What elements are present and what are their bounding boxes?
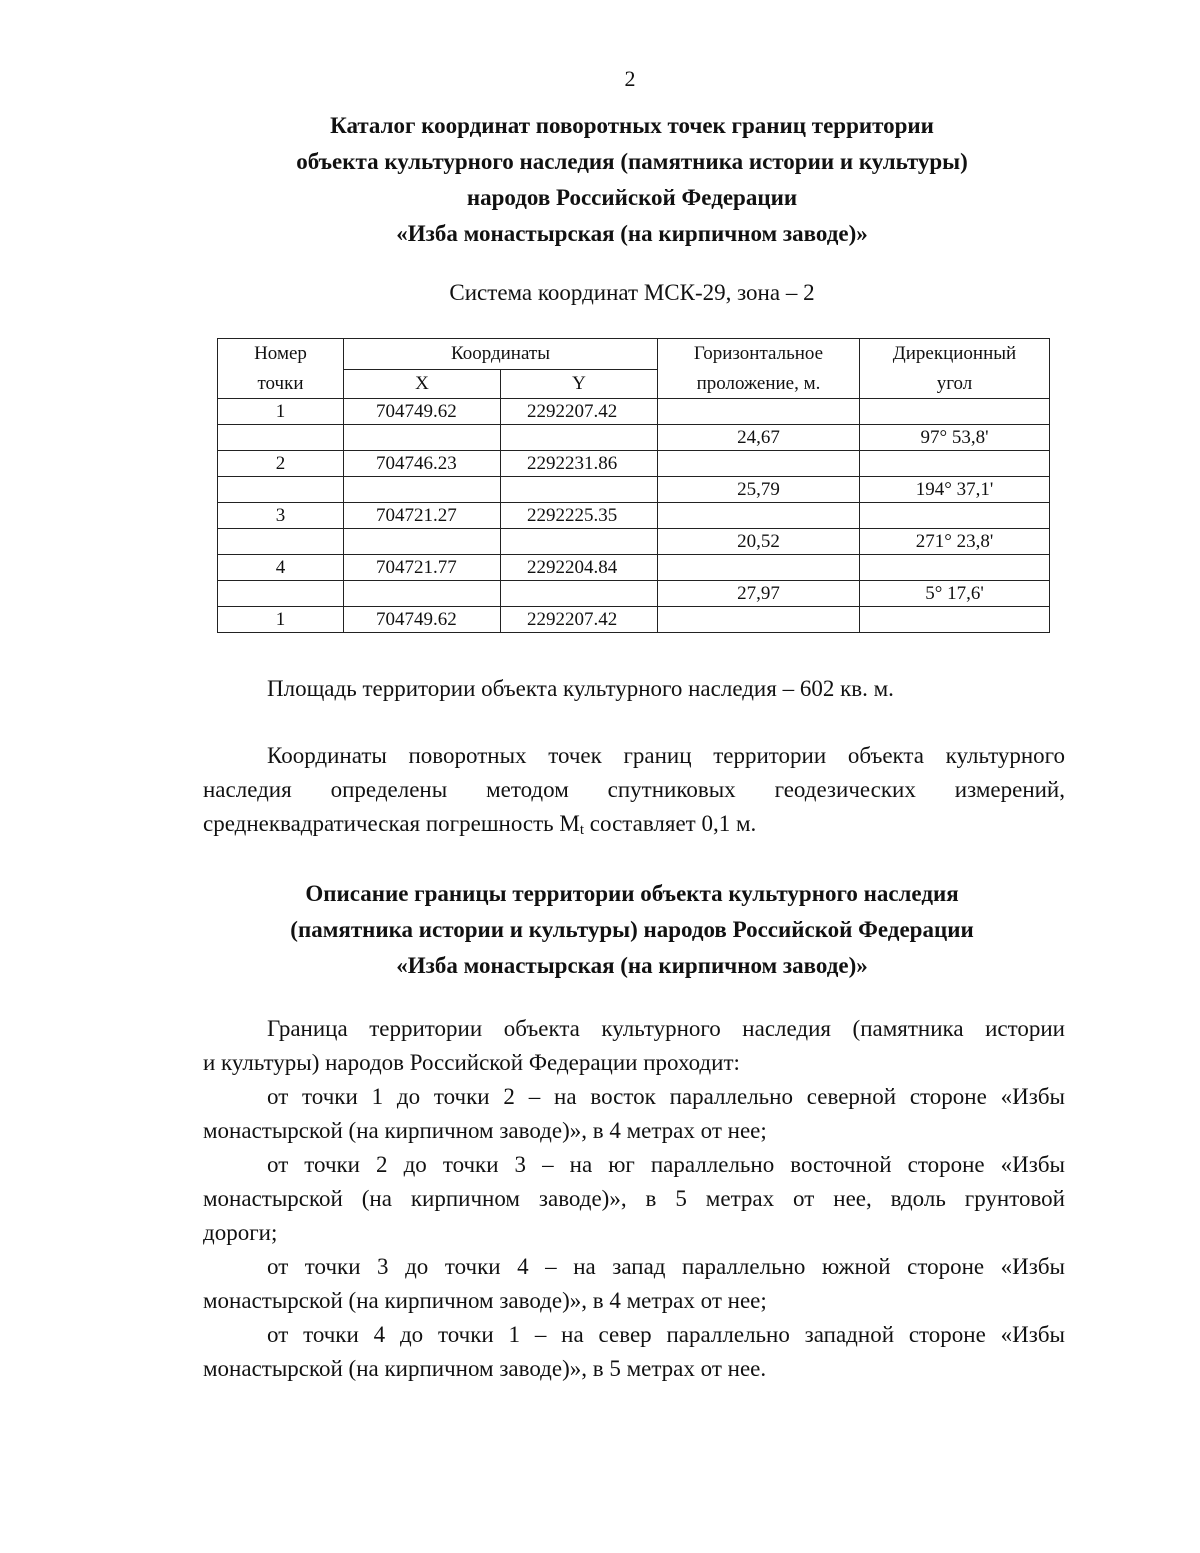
table-row <box>218 529 1050 555</box>
cell-y: 2292207.42 <box>501 607 658 633</box>
cell-distance: 20,52 <box>658 529 860 555</box>
header-angle-top: Дирекционный <box>860 339 1050 370</box>
cell-point <box>218 477 344 503</box>
cell-distance: 24,67 <box>658 425 860 451</box>
table-header-row <box>218 339 1050 370</box>
description-heading-line: Описание границы территории объекта культурного наследия <box>305 881 959 906</box>
table-row <box>218 607 1050 633</box>
cell-x: 704721.27 <box>344 503 501 529</box>
cell-point <box>218 425 344 451</box>
table-header-row <box>218 370 1050 399</box>
cell-point: 1 <box>218 399 344 425</box>
cell-x: 704749.62 <box>344 607 501 633</box>
cell-distance <box>658 399 860 425</box>
cell-y: 2292231.86 <box>501 451 658 477</box>
area-text: Площадь территории объекта культурного наследия – 602 кв. м. <box>267 676 894 701</box>
description-heading-line: (памятника истории и культуры) народов Российской Федерации <box>290 917 974 942</box>
catalog-heading-line: «Изба монастырская (на кирпичном заводе)» <box>396 221 868 246</box>
cell-x <box>344 477 501 503</box>
boundary-line: монастырской (на кирпичном заводе)», в 5 метрах от нее, вдоль грунтовой <box>203 1186 1065 1211</box>
cell-x: 704749.62 <box>344 399 501 425</box>
header-y: Y <box>501 370 658 399</box>
cell-x <box>344 529 501 555</box>
boundary-line: от точки 1 до точки 2 – на восток параллельно северной стороне «Избы <box>267 1084 1065 1109</box>
cell-x: 704746.23 <box>344 451 501 477</box>
cell-distance <box>658 503 860 529</box>
cell-y <box>501 425 658 451</box>
header-coordinates: Координаты <box>344 339 658 370</box>
coordinate-table <box>217 338 1050 633</box>
catalog-heading <box>0 108 1200 252</box>
boundary-line: и культуры) народов Российской Федерации проходит: <box>203 1050 740 1075</box>
description-heading-line: «Изба монастырская (на кирпичном заводе)» <box>396 953 868 978</box>
catalog-heading-line: Каталог координат поворотных точек границ территории <box>330 113 934 138</box>
boundary-line: монастырской (на кирпичном заводе)», в 5 метрах от нее. <box>203 1356 767 1381</box>
cell-x: 704721.77 <box>344 555 501 581</box>
cell-y: 2292207.42 <box>501 399 658 425</box>
boundary-line: дороги; <box>203 1220 278 1245</box>
method-line: составляет 0,1 м. <box>584 811 757 836</box>
table-row <box>218 451 1050 477</box>
cell-y: 2292204.84 <box>501 555 658 581</box>
catalog-heading-line: народов Российской Федерации <box>466 185 798 210</box>
page-number: 2 <box>624 66 636 91</box>
cell-angle: 5° 17,6' <box>860 581 1050 607</box>
cell-distance: 27,97 <box>658 581 860 607</box>
method-line: среднеквадратическая погрешность М <box>203 811 580 836</box>
cell-x <box>344 425 501 451</box>
table-row <box>218 399 1050 425</box>
cell-x <box>344 581 501 607</box>
cell-angle: 271° 23,8' <box>860 529 1050 555</box>
catalog-heading-line: объекта культурного наследия (памятника истории и культуры) <box>296 149 968 174</box>
cell-distance <box>658 451 860 477</box>
boundary-line: от точки 2 до точки 3 – на юг параллельно восточной стороне «Избы <box>267 1152 1065 1177</box>
coordinate-system-label: Система координат МСК-29, зона – 2 <box>449 280 815 305</box>
boundary-line: от точки 3 до точки 4 – на запад параллельно южной стороне «Избы <box>267 1254 1065 1279</box>
boundary-line: монастырской (на кирпичном заводе)», в 4 метрах от нее; <box>203 1288 767 1313</box>
header-angle-bottom: угол <box>860 370 1050 399</box>
cell-angle: 97° 53,8' <box>860 425 1050 451</box>
boundary-line: Граница территории объекта культурного наследия (памятника истории <box>267 1016 1065 1041</box>
cell-point <box>218 581 344 607</box>
table-row <box>218 425 1050 451</box>
cell-angle: 194° 37,1' <box>860 477 1050 503</box>
cell-point: 2 <box>218 451 344 477</box>
cell-point: 3 <box>218 503 344 529</box>
method-subscript: t <box>579 822 585 838</box>
cell-y: 2292225.35 <box>501 503 658 529</box>
boundary-line: монастырской (на кирпичном заводе)», в 4 метрах от нее; <box>203 1118 767 1143</box>
area-paragraph <box>203 672 1065 706</box>
cell-distance <box>658 555 860 581</box>
method-line: наследия определены методом спутниковых геодезических измерений, <box>203 777 1065 802</box>
cell-point: 1 <box>218 607 344 633</box>
boundary-description <box>203 1012 1065 1386</box>
cell-angle <box>860 555 1050 581</box>
boundary-line: от точки 4 до точки 1 – на север параллельно западной стороне «Избы <box>267 1322 1065 1347</box>
method-paragraph <box>203 739 1065 847</box>
header-point-bottom: точки <box>218 370 344 399</box>
table-row <box>218 503 1050 529</box>
cell-point <box>218 529 344 555</box>
cell-y <box>501 529 658 555</box>
cell-distance <box>658 607 860 633</box>
header-x: X <box>344 370 501 399</box>
cell-y <box>501 477 658 503</box>
header-distance-bottom: проложение, м. <box>658 370 860 399</box>
table-row <box>218 477 1050 503</box>
cell-angle <box>860 399 1050 425</box>
cell-distance: 25,79 <box>658 477 860 503</box>
header-point-top: Номер <box>218 339 344 370</box>
table-row <box>218 581 1050 607</box>
cell-angle <box>860 503 1050 529</box>
cell-angle <box>860 607 1050 633</box>
cell-point: 4 <box>218 555 344 581</box>
cell-y <box>501 581 658 607</box>
cell-angle <box>860 451 1050 477</box>
method-line: Координаты поворотных точек границ территории объекта культурного <box>267 743 1065 768</box>
header-distance-top: Горизонтальное <box>658 339 860 370</box>
table-row <box>218 555 1050 581</box>
description-heading <box>0 876 1200 984</box>
